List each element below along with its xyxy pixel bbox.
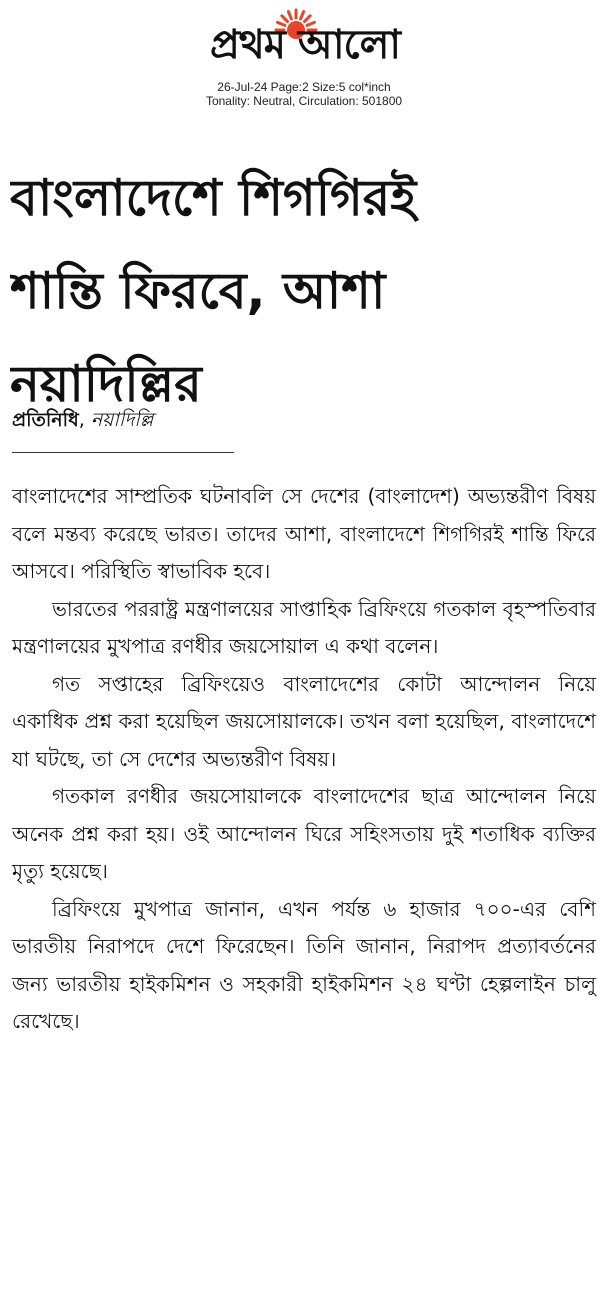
article-paragraph-3: গত সপ্তাহের ব্রিফিংয়েও বাংলাদেশের কোটা আন্দোলন নিয়ে একাধিক প্রশ্ন করা হয়েছিল জয়সোয়ালকে। তখন বলা হয়েছিল, বাংলাদেশে যা ঘটছে, তা সে দেশের অভ্যন্তরীণ বিষয়। — [12, 671, 596, 771]
clipping-meta-date-page: 26-Jul-24 Page:2 Size:5 col*inch — [217, 80, 391, 94]
article-headline — [10, 152, 595, 431]
byline-separator: , — [78, 409, 91, 431]
article-paragraph-2: ভারতের পররাষ্ট্র মন্ত্রণালয়ের সাপ্তাহিক ব্রিফিংয়ে গতকাল বৃহস্পতিবার মন্ত্রণালয়ের মুখপাত্র রণধীর জয়সোয়াল এ কথা বলেন। — [12, 596, 596, 658]
headline-line-1: বাংলাদেশে শিগগিরই — [10, 168, 417, 227]
headline-line-2: শান্তি ফিরবে, আশা — [10, 261, 386, 320]
headline-line-3: নয়াদিল্লির — [10, 354, 202, 413]
article-paragraph-5: ব্রিফিংয়ে মুখপাত্র জানান, এখন পর্যন্ত ৬ হাজার ৭০০-এর বেশি ভারতীয় নিরাপদে দেশে ফিরেছেন। তিনি জানান, নিরাপদ প্রত্যাবর্তনের জন্য ভারতীয় হাইকমিশন ও সহকারী হাইকমিশন ২৪ ঘণ্টা হেল্পলাইন চালু রেখেছে। — [12, 896, 596, 1033]
byline — [12, 406, 153, 434]
article-body — [12, 478, 596, 1041]
article-paragraph-4: গতকাল রণধীর জয়সোয়ালকে বাংলাদেশের ছাত্র আন্দোলন নিয়ে অনেক প্রশ্ন করা হয়। ওই আন্দোলন ঘিরে সহিংসতায় দুই শতাধিক ব্যক্তির মৃত্যু হয়েছে। — [12, 784, 596, 883]
byline-place: নয়াদিল্লি — [90, 409, 154, 431]
masthead — [0, 0, 608, 112]
byline-name: প্রতিনিধি — [12, 409, 79, 431]
sun-ray — [288, 12, 291, 19]
clipping-meta-tonality: Tonality: Neutral, Circulation: 501800 — [205, 94, 403, 108]
article-paragraph-1: বাংলাদেশের সাম্প্রতিক ঘটনাবলি সে দেশের (বাংলাদেশ) অভ্যন্তরীণ বিষয় বলে মন্তব্য করেছে ভারত। তাদের আশা, বাংলাদেশে শিগগিরই শান্তি ফিরে আসবে। পরিস্থিতি স্বাভাবিক হবে। — [12, 484, 596, 583]
byline-divider — [12, 452, 234, 453]
sun-ray — [282, 16, 288, 22]
logo-text: প্রথম আলো — [209, 22, 401, 68]
sun-ray — [301, 12, 304, 19]
sun-ray — [304, 16, 310, 22]
newspaper-logo — [170, 4, 440, 76]
